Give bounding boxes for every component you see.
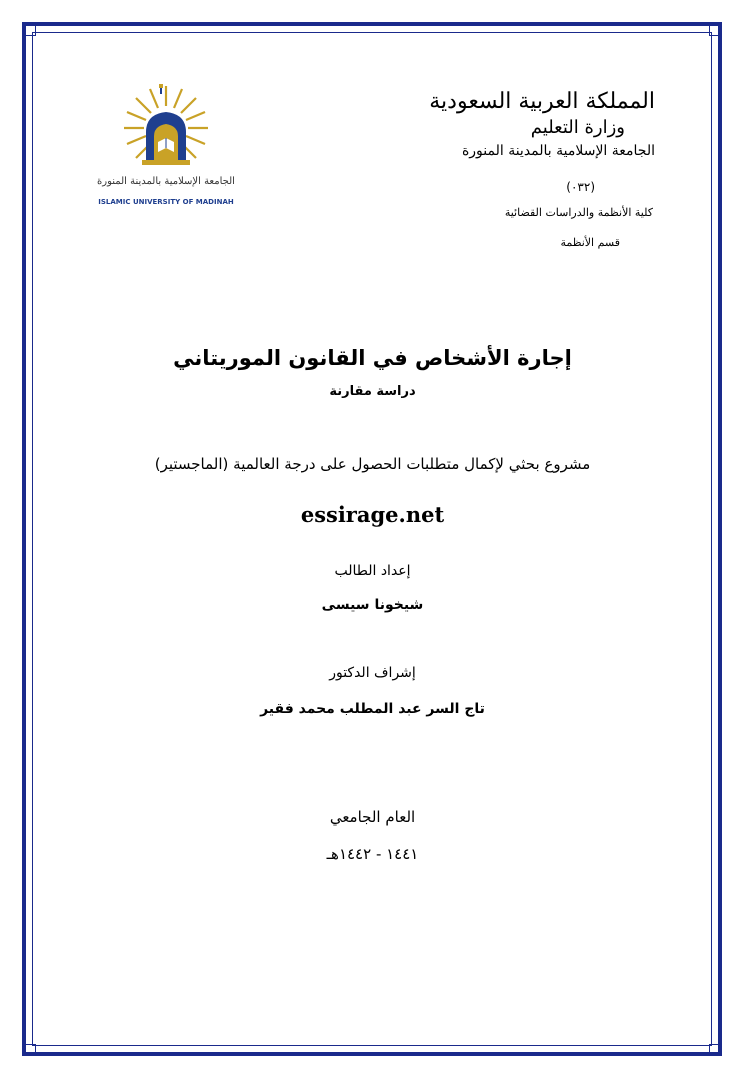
department-name: قسم الأنظمة: [560, 236, 620, 249]
corner-ornament: [709, 24, 721, 36]
university-logo: [96, 80, 236, 215]
ministry-name: وزارة التعليم: [530, 117, 625, 138]
supervisor-name: تاج السر عبد المطلب محمد فقير: [260, 701, 485, 717]
project-description: مشروع بحثي لإكمال متطلبات الحصول على درجة العالمية (الماجستير): [154, 455, 591, 473]
thesis-title: إجارة الأشخاص في القانون الموريتاني: [173, 346, 572, 370]
website-watermark: essirage.net: [300, 502, 445, 527]
academic-year-label: العام الجامعي: [329, 808, 416, 826]
student-name: شيخونا سيسى: [321, 597, 424, 613]
college-code: (٠٣٢): [566, 180, 595, 194]
supervision-label: إشراف الدكتور: [329, 665, 416, 681]
academic-year-value: ١٤٤١ - ١٤٤٢هـ: [326, 845, 419, 863]
logo-english-name: ISLAMIC UNIVERSITY OF MADINAH: [98, 198, 234, 206]
kingdom-name: المملكة العربية السعودية: [429, 89, 655, 114]
minaret-icon: [159, 84, 163, 94]
thesis-subtitle: دراسة مقارنة: [329, 384, 416, 399]
college-name: كلية الأنظمة والدراسات القضائية: [504, 206, 653, 219]
header-institution: [429, 88, 655, 162]
logo-arabic-name: الجامعة الإسلامية بالمدينة المنورة: [97, 176, 235, 187]
corner-ornament: [24, 1044, 36, 1056]
corner-ornament: [24, 24, 36, 36]
university-name: الجامعة الإسلامية بالمدينة المنورة: [461, 143, 655, 159]
corner-ornament: [709, 1044, 721, 1056]
prepared-by-label: إعداد الطالب: [334, 563, 411, 579]
